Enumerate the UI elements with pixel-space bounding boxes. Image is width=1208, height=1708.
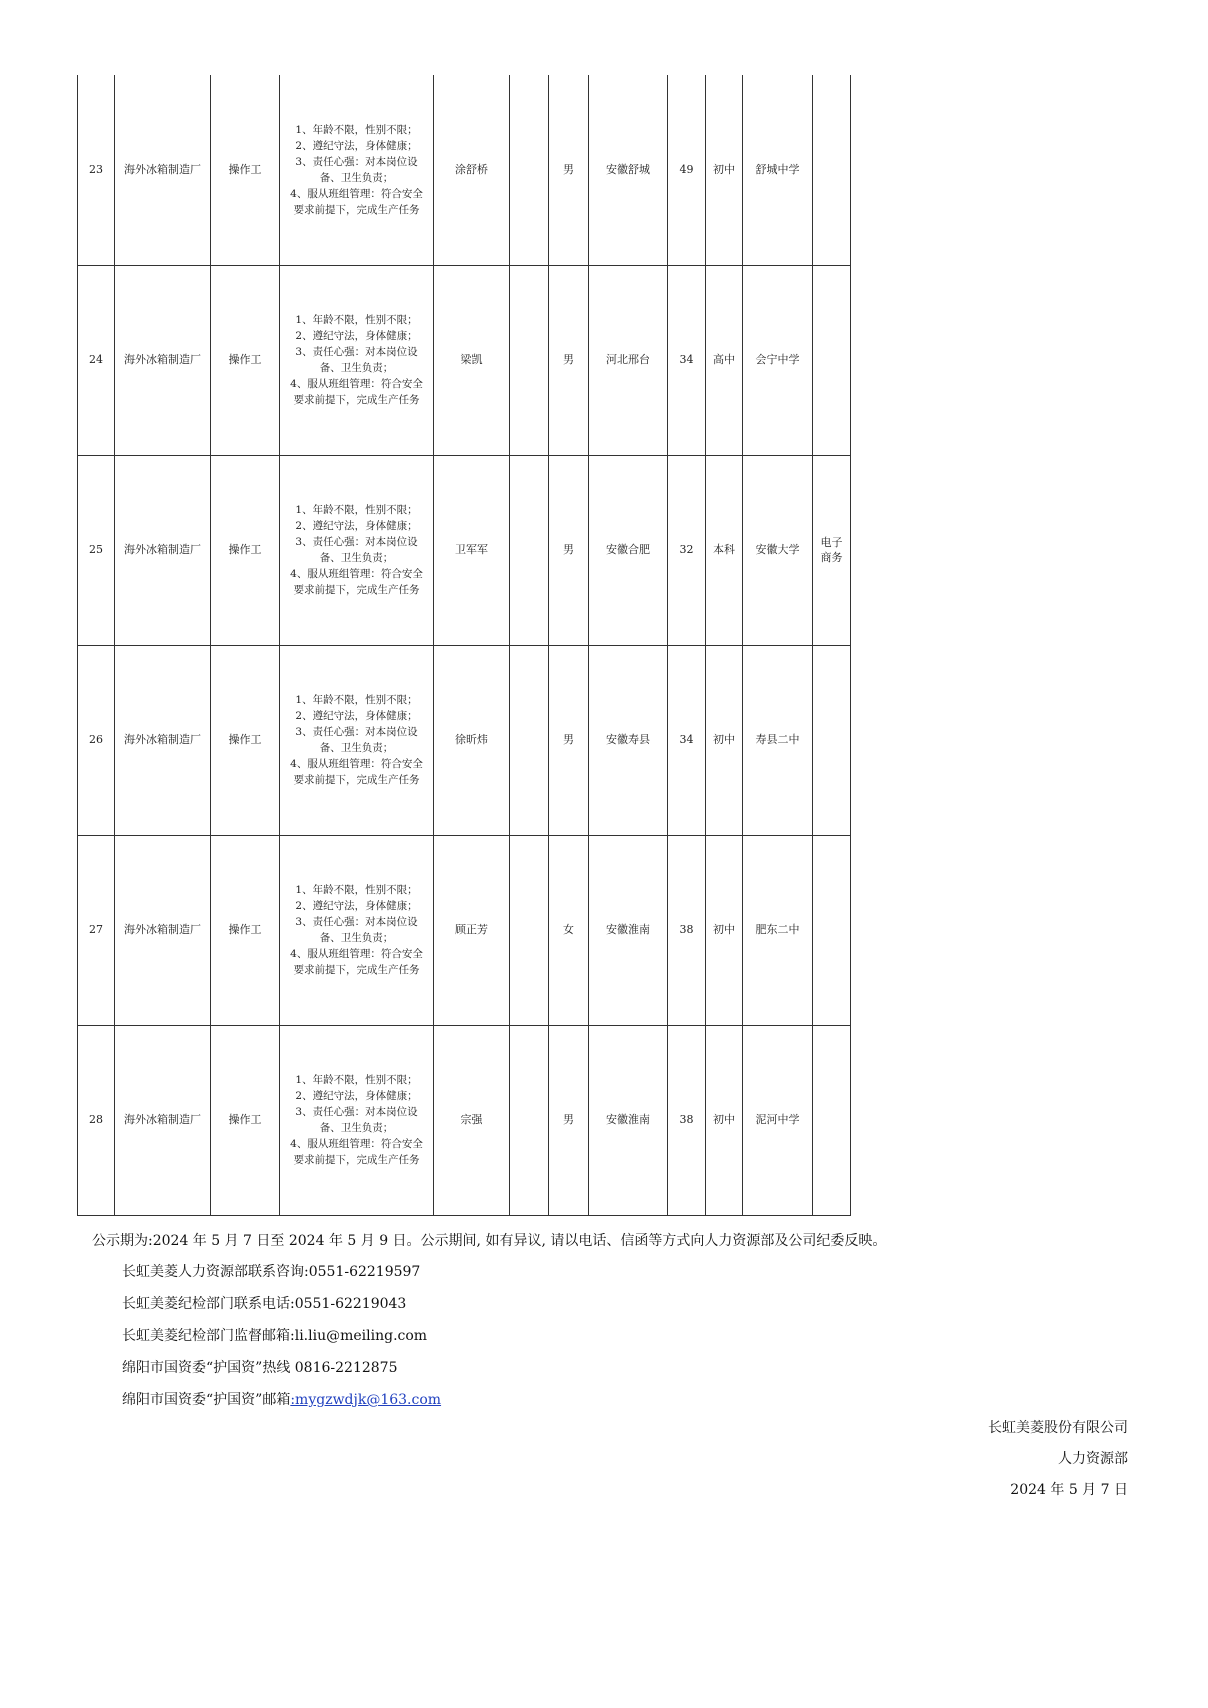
requirement-line: 备、卫生负责； bbox=[319, 742, 394, 754]
table-row bbox=[78, 1025, 851, 1215]
cell-post: 操作工 bbox=[211, 75, 280, 265]
cell-gender: 男 bbox=[549, 1025, 589, 1215]
cell-number: 27 bbox=[78, 835, 115, 1025]
requirement-line: 要求前提下，完成生产任务 bbox=[293, 964, 420, 976]
roster-table-body bbox=[78, 75, 851, 1215]
requirement-line: 2、遵纪守法，身体健康； bbox=[295, 520, 418, 532]
requirement-line: 4、服从班组管理：符合安全 bbox=[290, 758, 423, 770]
requirement-line: 1、年龄不限，性别不限； bbox=[295, 504, 418, 516]
cell-requirements bbox=[280, 265, 434, 455]
sasac-email-label: 绵阳市国资委“护国资”邮箱 bbox=[122, 1392, 291, 1408]
requirement-line: 4、服从班组管理：符合安全 bbox=[290, 1138, 423, 1150]
cell-age: 34 bbox=[668, 265, 706, 455]
cell-requirements bbox=[280, 455, 434, 645]
cell-age: 38 bbox=[668, 1025, 706, 1215]
cell-unit: 海外冰箱制造厂 bbox=[115, 265, 211, 455]
requirement-line: 4、服从班组管理：符合安全 bbox=[290, 378, 423, 390]
cell-unit: 海外冰箱制造厂 bbox=[115, 1025, 211, 1215]
table-row bbox=[78, 455, 851, 645]
cell-school: 肥东二中 bbox=[743, 835, 813, 1025]
cell-education: 初中 bbox=[706, 1025, 743, 1215]
requirement-line: 1、年龄不限，性别不限； bbox=[295, 123, 418, 136]
cell-education: 初中 bbox=[706, 645, 743, 835]
cell-name: 顾正芳 bbox=[434, 835, 510, 1025]
requirement-line: 1、年龄不限，性别不限； bbox=[295, 314, 418, 326]
requirement-line: 要求前提下，完成生产任务 bbox=[293, 774, 420, 786]
table-row bbox=[78, 265, 851, 455]
cell-name: 徐昕炜 bbox=[434, 645, 510, 835]
cell-origin: 安徽淮南 bbox=[589, 835, 668, 1025]
cell-blank bbox=[510, 75, 549, 265]
requirement-line: 要求前提下，完成生产任务 bbox=[293, 584, 420, 596]
cell-school: 安徽大学 bbox=[743, 455, 813, 645]
cell-number: 26 bbox=[78, 645, 115, 835]
cell-post: 操作工 bbox=[211, 265, 280, 455]
cell-origin: 河北邢台 bbox=[589, 265, 668, 455]
major-text: 电子商务 bbox=[820, 536, 843, 564]
cell-blank bbox=[510, 835, 549, 1025]
requirement-line: 3、责任心强：对本岗位设 bbox=[295, 536, 418, 548]
requirement-line: 2、遵纪守法，身体健康； bbox=[295, 1090, 418, 1102]
requirement-line: 备、卫生负责； bbox=[319, 1122, 394, 1134]
cell-requirements bbox=[280, 75, 434, 265]
cell-major bbox=[813, 1025, 851, 1215]
signature-company: 长虹美菱股份有限公司 bbox=[988, 1420, 1128, 1436]
cell-school: 舒城中学 bbox=[743, 75, 813, 265]
requirement-line: 3、责任心强：对本岗位设 bbox=[295, 1106, 418, 1118]
table-row bbox=[78, 835, 851, 1025]
cell-gender: 男 bbox=[549, 645, 589, 835]
cell-origin: 安徽寿县 bbox=[589, 645, 668, 835]
requirement-line: 要求前提下，完成生产任务 bbox=[293, 1154, 420, 1166]
requirement-line: 要求前提下，完成生产任务 bbox=[293, 394, 420, 406]
cell-name: 宗强 bbox=[434, 1025, 510, 1215]
requirement-line: 备、卫生负责； bbox=[319, 362, 394, 374]
cell-post: 操作工 bbox=[211, 835, 280, 1025]
signature-date: 2024 年 5 月 7 日 bbox=[1010, 1482, 1128, 1498]
cell-post: 操作工 bbox=[211, 645, 280, 835]
requirement-line: 要求前提下，完成生产任务 bbox=[293, 203, 420, 216]
cell-major bbox=[813, 265, 851, 455]
cell-unit: 海外冰箱制造厂 bbox=[115, 75, 211, 265]
roster-table bbox=[77, 75, 851, 1216]
sasac-email-link[interactable]: :mygzwdjk@163.com bbox=[290, 1392, 442, 1408]
sasac-hotline: 绵阳市国资委“护国资”热线 0816-2212875 bbox=[122, 1360, 398, 1376]
cell-age: 38 bbox=[668, 835, 706, 1025]
cell-post: 操作工 bbox=[211, 455, 280, 645]
sasac-email-line bbox=[122, 1390, 441, 1422]
requirement-line: 备、卫生负责； bbox=[319, 552, 394, 564]
cell-unit: 海外冰箱制造厂 bbox=[115, 455, 211, 645]
requirement-line: 1、年龄不限，性别不限； bbox=[295, 694, 418, 706]
cell-requirements bbox=[280, 835, 434, 1025]
requirement-line: 2、遵纪守法，身体健康； bbox=[295, 900, 418, 912]
requirement-line: 3、责任心强：对本岗位设 bbox=[295, 916, 418, 928]
cell-unit: 海外冰箱制造厂 bbox=[115, 645, 211, 835]
requirement-line: 备、卫生负责； bbox=[319, 932, 394, 944]
cell-school: 泥河中学 bbox=[743, 1025, 813, 1215]
cell-major bbox=[813, 645, 851, 835]
cell-number: 23 bbox=[78, 75, 115, 265]
cell-number: 24 bbox=[78, 265, 115, 455]
cell-age: 34 bbox=[668, 645, 706, 835]
requirement-line: 4、服从班组管理：符合安全 bbox=[290, 568, 423, 580]
requirement-line: 1、年龄不限，性别不限； bbox=[295, 1074, 418, 1086]
cell-blank bbox=[510, 265, 549, 455]
requirement-line: 2、遵纪守法，身体健康； bbox=[295, 330, 418, 342]
cell-requirements bbox=[280, 1025, 434, 1215]
requirement-line: 2、遵纪守法，身体健康； bbox=[295, 710, 418, 722]
cell-number: 25 bbox=[78, 455, 115, 645]
cell-name: 梁凯 bbox=[434, 265, 510, 455]
cell-origin: 安徽舒城 bbox=[589, 75, 668, 265]
roster-table-container bbox=[77, 75, 851, 1216]
cell-blank bbox=[510, 1025, 549, 1215]
cell-name: 卫军军 bbox=[434, 455, 510, 645]
requirement-line: 备、卫生负责； bbox=[319, 171, 394, 184]
cell-school: 寿县二中 bbox=[743, 645, 813, 835]
requirement-line: 2、遵纪守法，身体健康； bbox=[295, 139, 418, 152]
cell-origin: 安徽淮南 bbox=[589, 1025, 668, 1215]
table-row bbox=[78, 75, 851, 265]
cell-school: 会宁中学 bbox=[743, 265, 813, 455]
cell-blank bbox=[510, 645, 549, 835]
cell-gender: 男 bbox=[549, 265, 589, 455]
table-row bbox=[78, 645, 851, 835]
cell-major bbox=[813, 835, 851, 1025]
requirement-line: 4、服从班组管理：符合安全 bbox=[290, 187, 423, 200]
cell-gender: 男 bbox=[549, 75, 589, 265]
requirement-line: 3、责任心强：对本岗位设 bbox=[295, 346, 418, 358]
cell-education: 初中 bbox=[706, 835, 743, 1025]
discipline-email: 长虹美菱纪检部门监督邮箱:li.liu@meiling.com bbox=[122, 1328, 428, 1344]
cell-major bbox=[813, 75, 851, 265]
cell-gender: 男 bbox=[549, 455, 589, 645]
notice-period: 公示期为:2024 年 5 月 7 日至 2024 年 5 月 9 日。公示期间, 如有异议, 请以电话、信函等方式向人力资源部及公司纪委反映。 bbox=[92, 1233, 887, 1249]
cell-gender: 女 bbox=[549, 835, 589, 1025]
contact-list bbox=[122, 1262, 441, 1422]
cell-name: 涂舒桥 bbox=[434, 75, 510, 265]
cell-requirements bbox=[280, 645, 434, 835]
requirement-line: 1、年龄不限，性别不限； bbox=[295, 884, 418, 896]
cell-origin: 安徽合肥 bbox=[589, 455, 668, 645]
signature-department: 人力资源部 bbox=[1058, 1451, 1128, 1467]
cell-unit: 海外冰箱制造厂 bbox=[115, 835, 211, 1025]
requirement-line: 3、责任心强：对本岗位设 bbox=[295, 726, 418, 738]
requirement-line: 3、责任心强：对本岗位设 bbox=[295, 155, 418, 168]
cell-number: 28 bbox=[78, 1025, 115, 1215]
discipline-phone: 长虹美菱纪检部门联系电话:0551-62219043 bbox=[122, 1296, 407, 1312]
cell-education: 本科 bbox=[706, 455, 743, 645]
hr-contact: 长虹美菱人力资源部联系咨询:0551-62219597 bbox=[122, 1264, 421, 1280]
signature-block bbox=[988, 1418, 1128, 1511]
cell-major bbox=[813, 455, 851, 645]
cell-age: 49 bbox=[668, 75, 706, 265]
cell-post: 操作工 bbox=[211, 1025, 280, 1215]
cell-education: 初中 bbox=[706, 75, 743, 265]
requirement-line: 4、服从班组管理：符合安全 bbox=[290, 948, 423, 960]
cell-education: 高中 bbox=[706, 265, 743, 455]
cell-age: 32 bbox=[668, 455, 706, 645]
cell-blank bbox=[510, 455, 549, 645]
